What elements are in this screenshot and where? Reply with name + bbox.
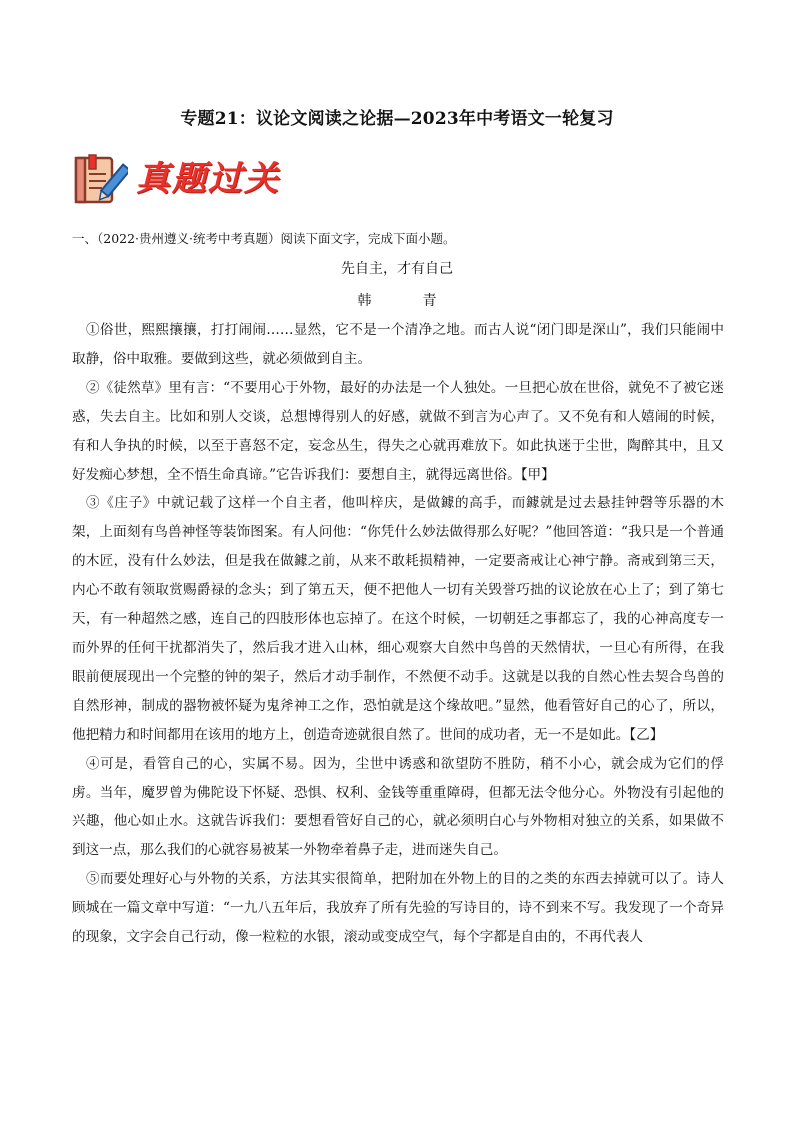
- paragraph: ①俗世，熙熙攘攘，打打闹闹……显然，它不是一个清净之地。而古人说“闭门即是深山”，我们只能闹中取静，俗中取雅。要做到这些，就必须做到自主。: [72, 322, 724, 367]
- banner-title: 真题过关: [136, 159, 280, 199]
- section-banner: [72, 152, 280, 208]
- notebook-pencil-icon: [72, 152, 128, 208]
- paragraph: ④可是，看管自己的心，实属不易。因为，尘世中诱惑和欲望防不胜防，稍不小心，就会成为它们的俘虏。当年，魔罗曾为佛陀设下怀疑、恐惧、权利、金钱等重重障碍，但都无法令他分心。外物没有引起他的兴趣，他心如止水。这就告诉我们：要想看管好自己的心，就必须明白心与外物相对独立的关系，如果做不到这一点，那么我们的心就容易被某一外物牵着鼻子走，进而迷失自己。: [72, 755, 724, 859]
- question-intro: 一、（2022·贵州遵义·统考中考真题）阅读下面文字，完成下面小题。: [72, 231, 456, 246]
- author-given-name: 青: [422, 293, 437, 309]
- paragraph: ⑤而要处理好心与外物的关系，方法其实很简单，把附加在外物上的目的之类的东西去掉就可以了。诗人顾城在一篇文章中写道：“一九八五年后，我放弃了所有先验的写诗目的，诗不到来不写。我发现了一个奇异的现象，文字会自己行动，像一粒粒的水银，滚动或变成空气，每个字都是自由的，不再代表人: [72, 871, 724, 946]
- paragraph: ②《徒然草》里有言：“不要用心于外物，最好的办法是一个人独处。一旦把心放在世俗，就免不了被它迷惑，失去自主。比如和别人交谈，总想博得别人的好感，就做不到言为心声了。又不免有和人嬉闹的时候，有和人争执的时候，以至于喜怒不定，妄念丛生，得失之心就再难放下。如此执迷于尘世，陶醉其中，且又好发痴心梦想，全不悟生命真谛。”它告诉我们：要想自主，就得远离世俗。【甲】: [72, 379, 724, 483]
- article-author: [0, 290, 794, 310]
- author-surname: 韩: [357, 293, 372, 309]
- paragraph: ③《庄子》中就记载了这样一个自主者，他叫梓庆，是做鐻的高手，而鐻就是过去悬挂钟磬等乐器的木架，上面刻有鸟兽神怪等装饰图案。有人问他：“你凭什么妙法做得那么好呢？”他回答道：“我只是一个普通的木匠，没有什么妙法，但是我在做鐻之前，从来不敢耗损精神，一定要斋戒让心神宁静。斋戒到第三天，内心不敢有领取赏赐爵禄的念头；到了第五天，便不把他人一切有关毁誉巧拙的议论放在心上了；到了第七天，有一种超然之感，连自己的四肢形体也忘掉了。在这个时候，一切朝廷之事都忘了，我的心神高度专一而外界的任何干扰都消失了，然后我才进入山林，细心观察大自然中鸟兽的天然情状，一旦心有所得，在我眼前便展现出一个完整的钟的架子，然后才动手制作，不然便不动手。这就是以我的自然心性去契合鸟兽的自然形神，制成的器物被怀疑为鬼斧神工之作，恐怕就是这个缘故吧。”显然，他看管好自己的心了，所以，他把精力和时间都用在该用的地方上，创造奇迹就很自然了。世间的成功者，无一不是如此。【乙】: [72, 495, 724, 743]
- article-title: 先自主，才有自己: [341, 261, 453, 277]
- article-body: [72, 316, 724, 952]
- page-title: 专题21：议论文阅读之论据—2023年中考语文一轮复习: [180, 109, 614, 129]
